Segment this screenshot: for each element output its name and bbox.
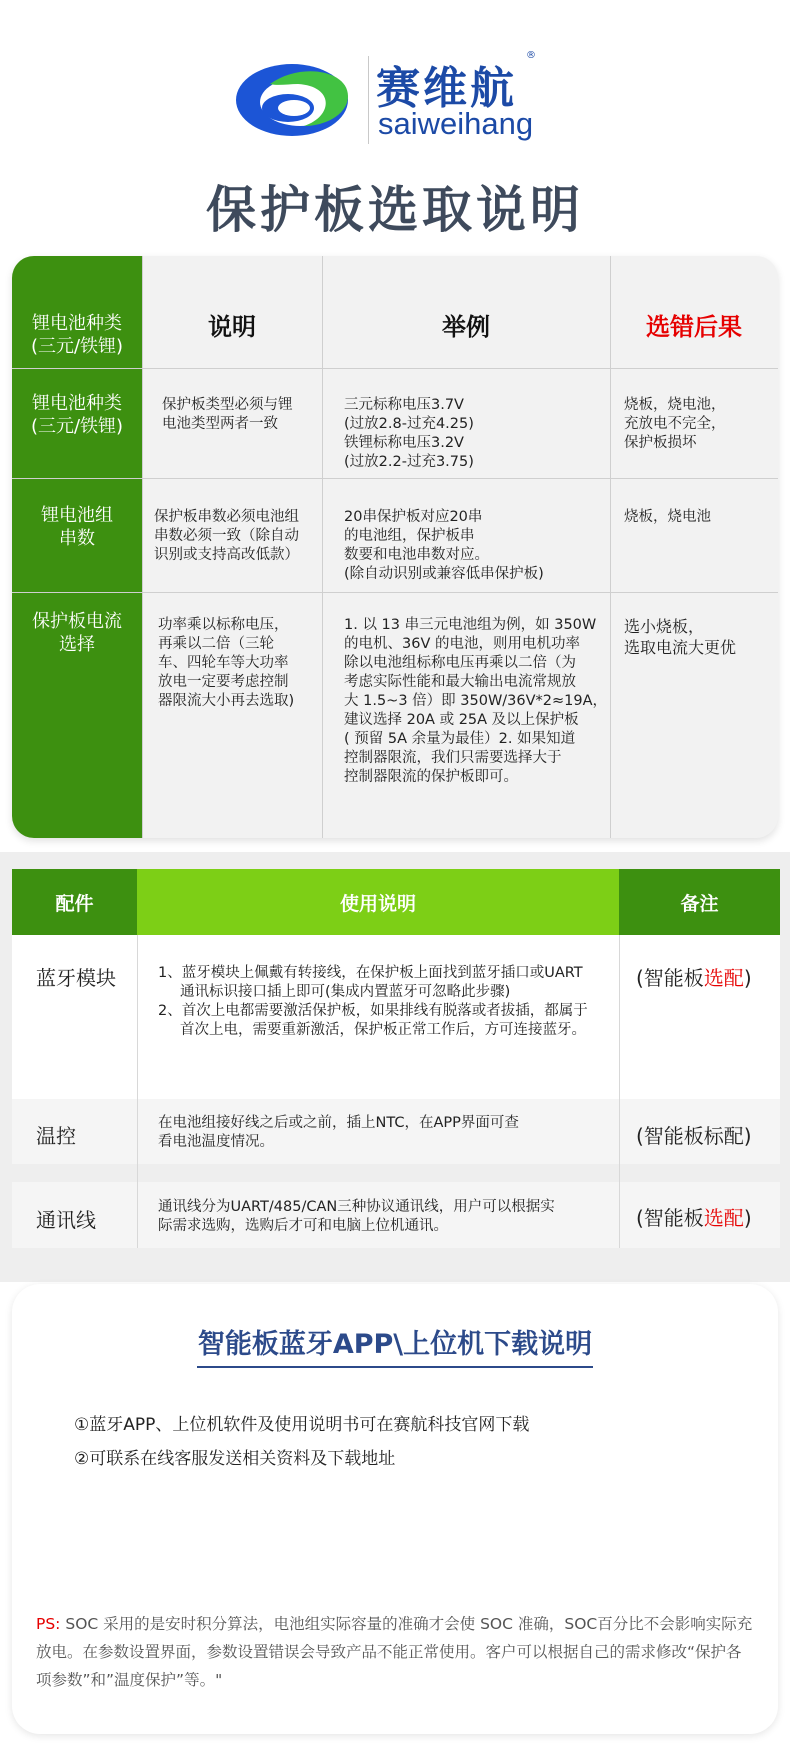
download-item-2: ②可联系在线客服发送相关资料及下载地址 xyxy=(74,1449,396,1469)
row-series-example: 20串保护板对应20串 的电池组，保护板串 数要和电池串数对应。 (除自动识别或兼容低串保护板) xyxy=(344,509,544,582)
accessory-head-part: 配件 xyxy=(12,869,137,935)
row-battery-type-label: 锂电池种类 (三元/铁锂) xyxy=(30,393,124,437)
row-battery-type-example: 三元标称电压3.7V (过放2.8-过充4.25) 铁锂标称电压3.2V (过放2.2-过充3.75) xyxy=(344,397,474,470)
page-title: 保护板选取说明 xyxy=(206,181,584,239)
brand-logo xyxy=(230,50,570,150)
row-series-desc: 保护板串数必须电池组 串数必须一致（除自动 识别或支持高改低款） xyxy=(154,509,299,563)
temperature-control-note: (智能板标配) xyxy=(636,1124,752,1148)
row-current-example: 1. 以 13 串三元电池组为例，如 350W 的电机、36V 的电池，则用电机功率 除以电池组标称电压再乘以二倍（为 考虑实际性能和最大输出电流常规放 大 1.5~3 倍）即 350W/36V*2≈19A， 建议选择 20A 或 25A 及以上保护板 ( 预留 5A 余量为最佳）2. 如果知道 控制器限流，我们只需要选择大于 控制器限流的保护板即可。 xyxy=(344,617,608,785)
download-item-1: ①蓝牙APP、上位机软件及使用说明书可在赛航科技官网下载 xyxy=(74,1415,530,1435)
temperature-control-name: 温控 xyxy=(36,1124,76,1148)
row-current-label: 保护板电流 选择 xyxy=(32,611,122,655)
table-head-example: 举例 xyxy=(442,313,490,341)
comm-cable-usage: 通讯线分为UART/485/CAN三种协议通讯线，用户可以根据实际需求选购，选购后才可和电脑上位机通讯。 xyxy=(158,1199,555,1234)
accessory-head-note: 备注 xyxy=(619,869,780,935)
brand-name-cn: 赛维航 xyxy=(376,63,517,114)
ps-text: SOC 采用的是安时积分算法，电池组实际容量的准确才会使 SOC 准确，SOC百分比不会影响实际充放电。在参数设置界面，参数设置错误会导致产品不能正常使用。客户可以根据自己的需求修改“保护各项参数”和”温度保护”等。" xyxy=(36,1615,753,1689)
bluetooth-module-name: 蓝牙模块 xyxy=(36,966,116,990)
row-current-result: 选小烧板， 选取电流大更优 xyxy=(624,617,737,657)
bluetooth-module-usage xyxy=(158,964,594,1040)
table-head-result: 选错后果 xyxy=(646,313,742,341)
download-info-card xyxy=(12,1284,778,1734)
download-title: 智能板蓝牙APP\上位机下载说明 xyxy=(197,1329,593,1360)
row-series-label: 锂电池组 串数 xyxy=(41,505,113,549)
comm-cable-note: (智能板选配) xyxy=(636,1206,752,1230)
ps-note xyxy=(36,1610,756,1694)
accessory-head-usage: 使用说明 xyxy=(137,869,619,935)
brand-name-en: saiweihang xyxy=(378,106,534,141)
ps-label: PS: xyxy=(36,1615,61,1633)
logo-divider xyxy=(368,56,369,144)
row-current-desc: 功率乘以标称电压， 再乘以二倍（三轮 车、四轮车等大功率 放电一定要考虑控制 器限流大小再去选取) xyxy=(158,617,295,709)
bluetooth-module-note: (智能板选配) xyxy=(636,966,752,990)
row-series-result: 烧板，烧电池 xyxy=(624,509,711,525)
registered-mark: ® xyxy=(526,50,536,61)
table-head-desc: 说明 xyxy=(208,313,256,341)
bluetooth-step-1: 1、蓝牙模块上佩戴有转接线，在保护板上面找到蓝牙插口或UART通讯标识接口插上即可(集成内置蓝牙可忽略此步骤) xyxy=(158,965,583,1000)
table-head-side: 锂电池种类 (三元/铁锂) xyxy=(30,313,124,357)
row-battery-type-result: 烧板，烧电池， 充放电不完全， 保护板损坏 xyxy=(624,397,726,451)
brand-logo-icon xyxy=(230,56,358,144)
temperature-control-usage: 在电池组接好线之后或之前，插上NTC，在APP界面可查看电池温度情况。 xyxy=(158,1115,519,1150)
title-underline xyxy=(197,1366,593,1368)
comm-cable-name: 通讯线 xyxy=(36,1208,96,1232)
selection-table xyxy=(12,256,778,838)
row-battery-type-desc: 保护板类型必须与锂 电池类型两者一致 xyxy=(162,397,293,432)
bluetooth-step-2: 2、首次上电都需要激活保护板，如果排线有脱落或者拔插，都属于首次上电，需要重新激活，保护板正常工作后，方可连接蓝牙。 xyxy=(158,1003,588,1038)
